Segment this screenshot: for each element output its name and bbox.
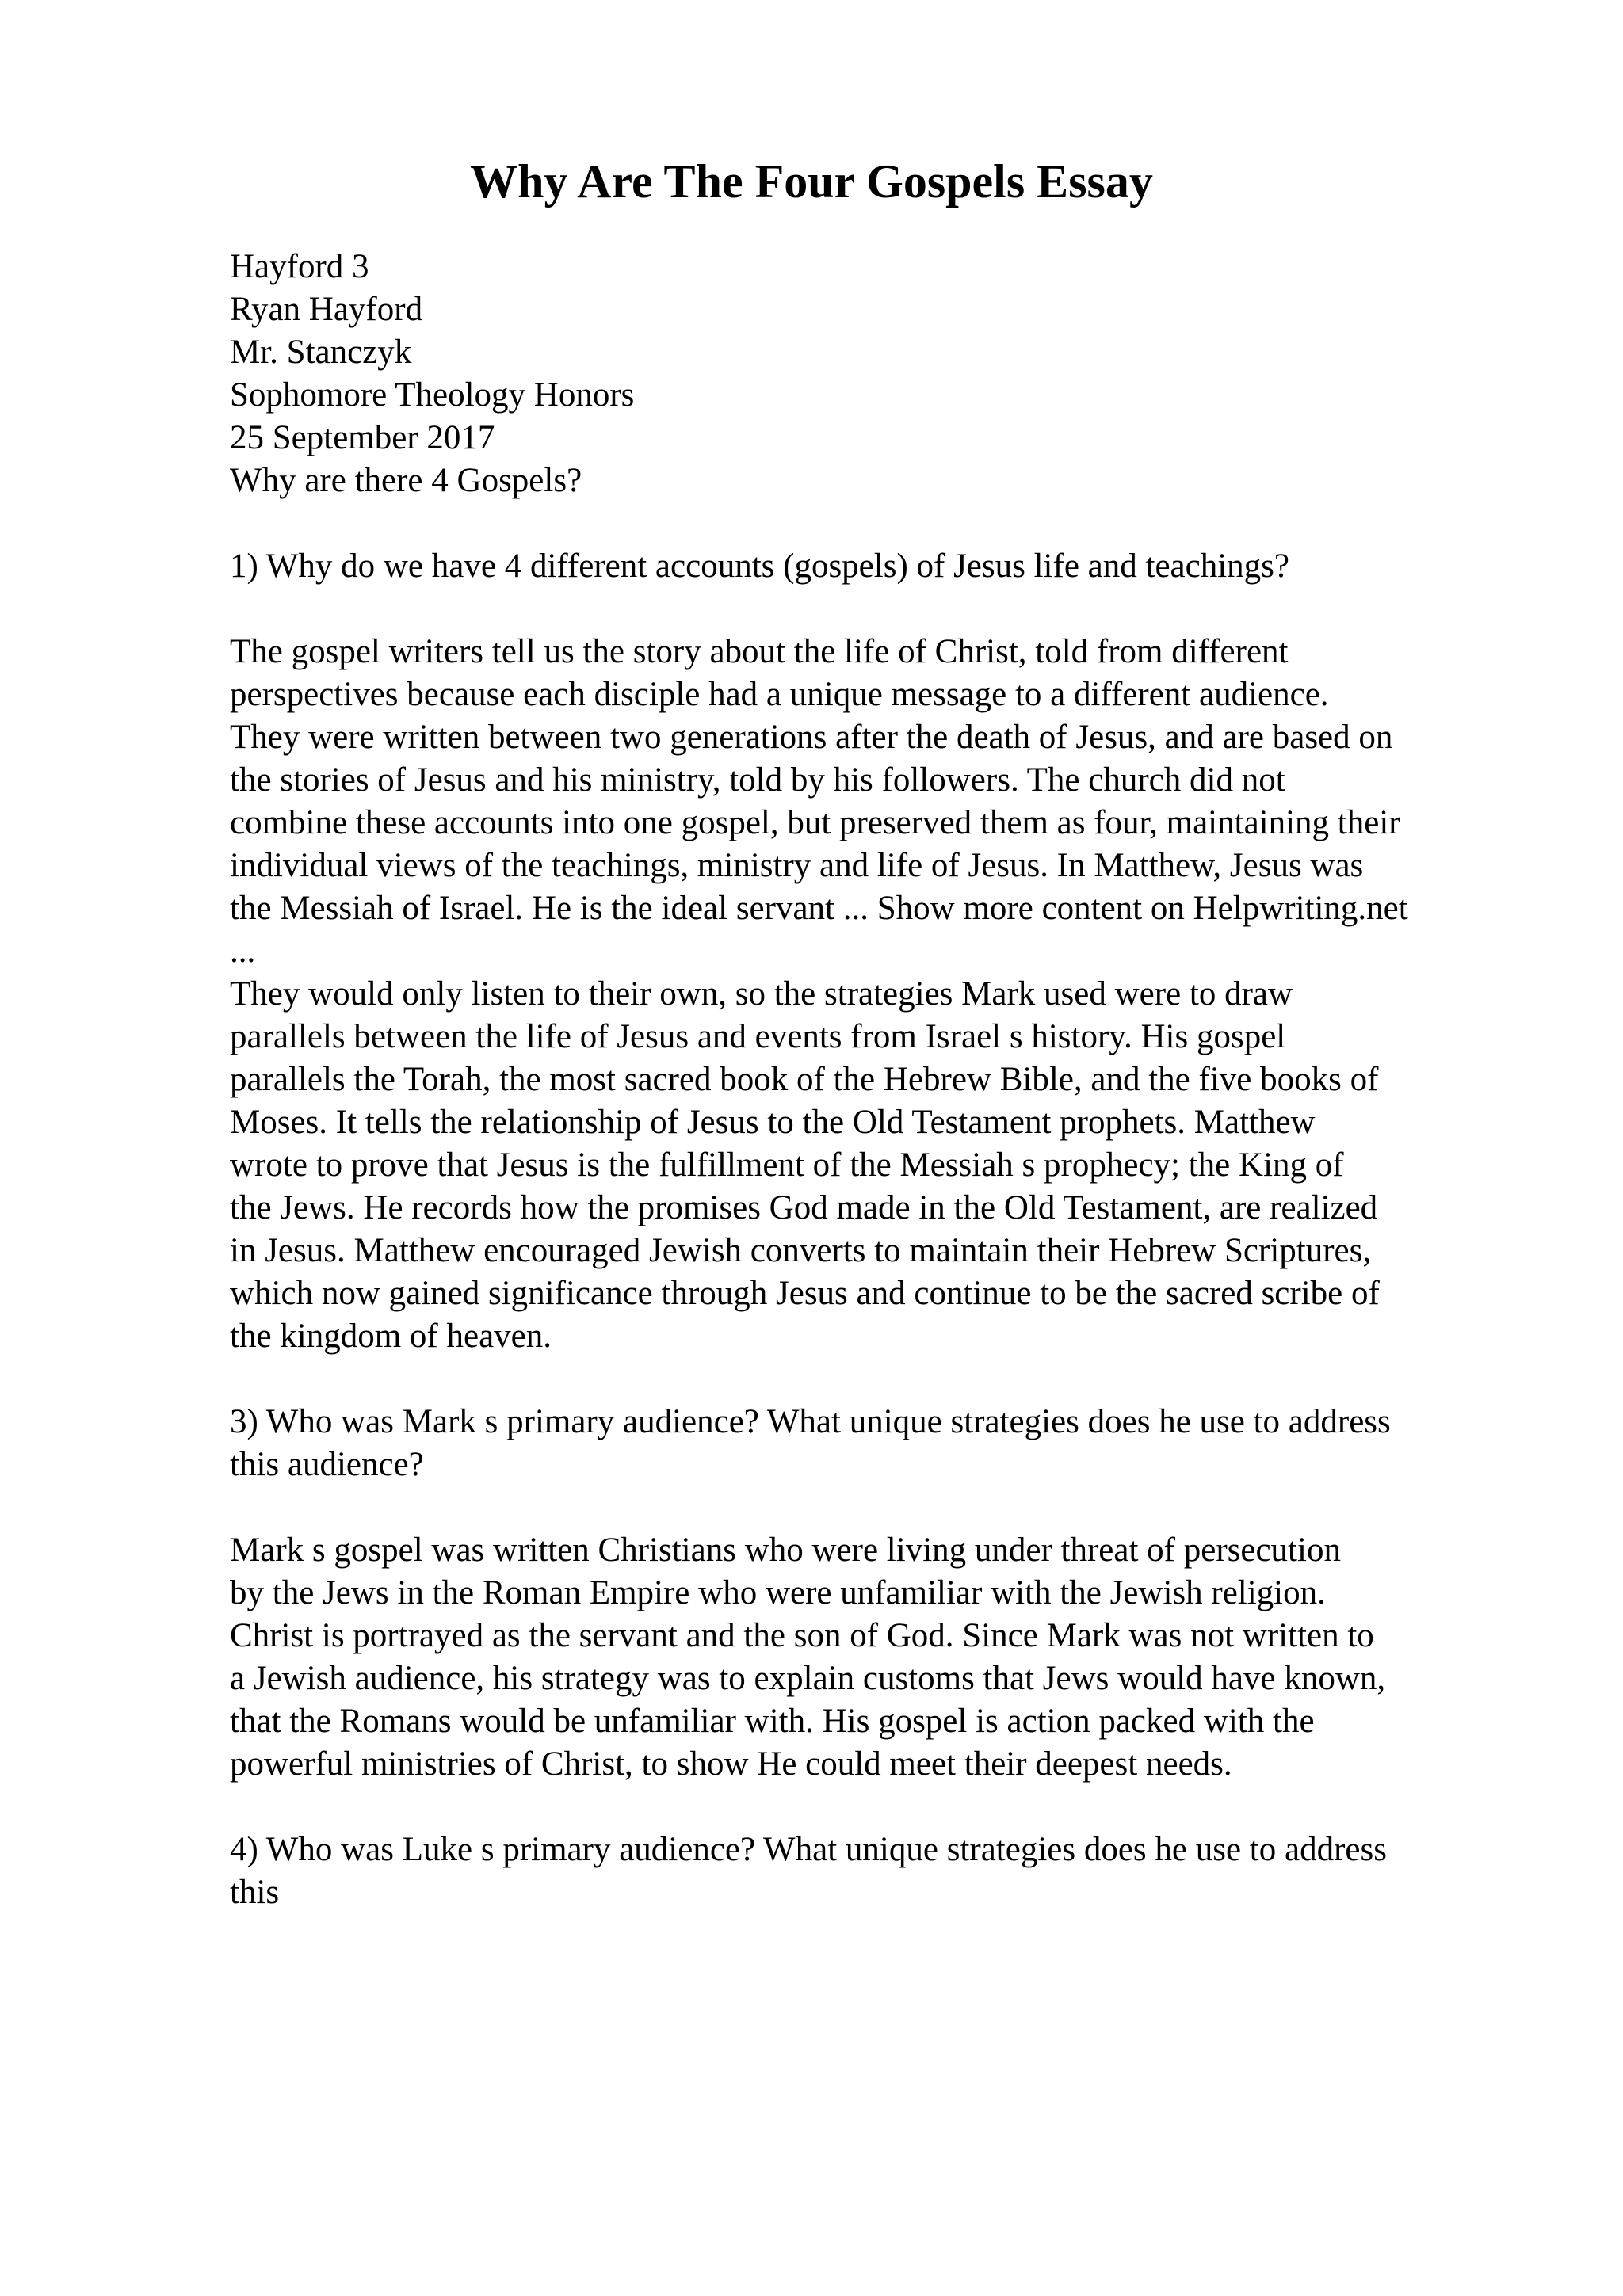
paragraph-line: ...	[230, 933, 256, 970]
answer-paragraph-1	[230, 631, 1514, 1358]
paragraph-spacer	[230, 1786, 1514, 1829]
header-line: 25 September 2017	[230, 419, 495, 456]
paragraph-line: combine these accounts into one gospel, but preserved them as four, maintaining their	[230, 804, 1400, 841]
question-line: 4) Who was Luke s primary audience? What unique strategies does he use to address	[230, 1831, 1387, 1868]
paragraph-line: the Messiah of Israel. He is the ideal servant ... Show more content on Helpwriting.net	[230, 890, 1408, 927]
paragraph-line: powerful ministries of Christ, to show He could meet their deepest needs.	[230, 1745, 1232, 1783]
paragraph-line: They would only listen to their own, so the strategies Mark used were to draw	[230, 975, 1293, 1013]
header-line: Hayford 3	[230, 248, 369, 285]
header-line: Sophomore Theology Honors	[230, 376, 635, 414]
header-line: Mr. Stanczyk	[230, 334, 412, 371]
paragraph-line: Christ is portrayed as the servant and the son of God. Since Mark was not written to	[230, 1617, 1374, 1654]
paragraph-spacer	[230, 1358, 1514, 1401]
paragraph-spacer	[230, 1486, 1514, 1529]
paragraph-line: They were written between two generations after the death of Jesus, and are based on	[230, 719, 1393, 756]
paragraph-line: in Jesus. Matthew encouraged Jewish converts to maintain their Hebrew Scriptures,	[230, 1232, 1372, 1269]
question-3	[230, 1401, 1514, 1486]
paragraph-line: by the Jews in the Roman Empire who were unfamiliar with the Jewish religion.	[230, 1574, 1326, 1611]
document-body	[230, 246, 1514, 1914]
paragraph-line: a Jewish audience, his strategy was to explain customs that Jews would have known,	[230, 1660, 1386, 1697]
question-line: this audience?	[230, 1446, 424, 1483]
paragraph-line: which now gained significance through Jesus and continue to be the sacred scribe of	[230, 1275, 1380, 1312]
question-1: 1) Why do we have 4 different accounts (gospels) of Jesus life and teachings?	[230, 547, 1289, 585]
question-line: this	[230, 1874, 280, 1911]
paragraph-line: individual views of the teachings, ministry and life of Jesus. In Matthew, Jesus was	[230, 847, 1364, 884]
paragraph-line: the Jews. He records how the promises God made in the Old Testament, are realized	[230, 1189, 1378, 1226]
paragraph-line: the kingdom of heaven.	[230, 1318, 552, 1355]
paragraph-line: Mark s gospel was written Christians who were living under threat of persecution	[230, 1531, 1341, 1569]
header-line: Why are there 4 Gospels?	[230, 462, 582, 499]
header-block	[230, 246, 1514, 502]
question-4	[230, 1829, 1514, 1914]
document-title: Why Are The Four Gospels Essay	[470, 155, 1153, 208]
paragraph-line: the stories of Jesus and his ministry, told by his followers. The church did not	[230, 761, 1285, 799]
paragraph-spacer	[230, 588, 1514, 631]
paragraph-line: wrote to prove that Jesus is the fulfillment of the Messiah s prophecy; the King of	[230, 1146, 1344, 1184]
answer-paragraph-3	[230, 1529, 1514, 1786]
paragraph-line: The gospel writers tell us the story about the life of Christ, told from different	[230, 633, 1289, 670]
paragraph-line: perspectives because each disciple had a unique message to a different audience.	[230, 676, 1329, 713]
question-line: 3) Who was Mark s primary audience? What unique strategies does he use to address	[230, 1403, 1391, 1440]
paragraph-line: parallels between the life of Jesus and events from Israel s history. His gospel	[230, 1018, 1286, 1055]
paragraph-line: Moses. It tells the relationship of Jesus to the Old Testament prophets. Matthew	[230, 1104, 1316, 1141]
paragraph-line: that the Romans would be unfamiliar with. His gospel is action packed with the	[230, 1703, 1315, 1740]
paragraph-spacer	[230, 502, 1514, 545]
header-line: Ryan Hayford	[230, 291, 423, 328]
paragraph-line: parallels the Torah, the most sacred book of the Hebrew Bible, and the five books of	[230, 1061, 1379, 1098]
